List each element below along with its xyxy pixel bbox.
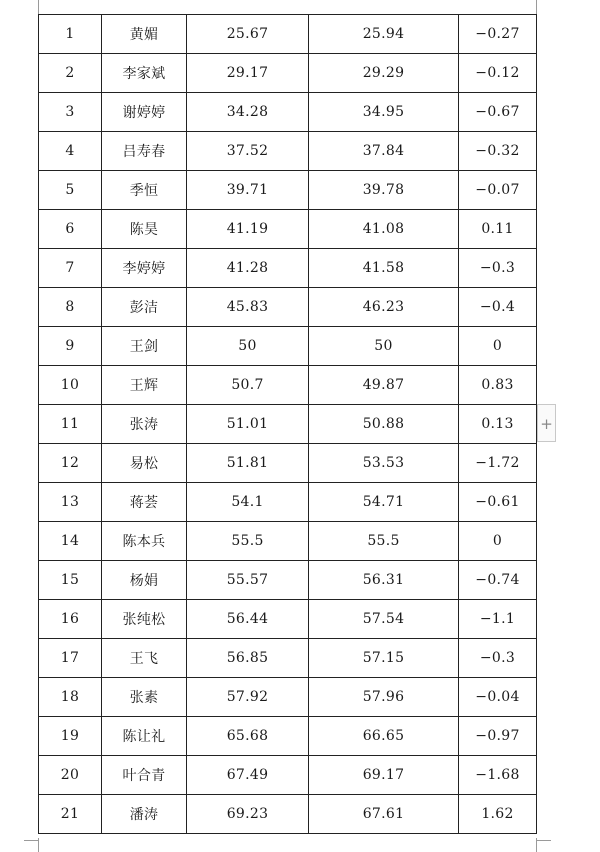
cell-index[interactable]: 19 [39,717,102,756]
cell-index[interactable]: 18 [39,678,102,717]
table-row [39,756,537,795]
crop-mark-bottom-left [24,840,38,841]
table-row [39,210,537,249]
cell-value-b[interactable]: 25.94 [309,15,459,54]
cell-name[interactable]: 王剑 [102,327,187,366]
table-row [39,288,537,327]
cell-difference[interactable]: −0.97 [459,717,537,756]
cell-index[interactable]: 7 [39,249,102,288]
cell-difference[interactable]: 0.83 [459,366,537,405]
cell-value-a[interactable]: 34.28 [187,93,309,132]
table-row [39,132,537,171]
cell-name[interactable]: 季恒 [102,171,187,210]
cell-difference[interactable]: 0 [459,522,537,561]
table-row [39,561,537,600]
cell-name[interactable]: 彭洁 [102,288,187,327]
cell-name[interactable]: 黄媚 [102,15,187,54]
cell-index[interactable]: 5 [39,171,102,210]
cell-index[interactable]: 1 [39,15,102,54]
cell-value-b[interactable]: 66.65 [309,717,459,756]
cell-name[interactable]: 李家斌 [102,54,187,93]
table-row [39,639,537,678]
cell-index[interactable]: 15 [39,561,102,600]
cell-difference[interactable]: 0.13 [459,405,537,444]
table-row [39,795,537,834]
cell-value-b[interactable]: 56.31 [309,561,459,600]
table-row [39,483,537,522]
cell-value-a[interactable]: 41.19 [187,210,309,249]
cell-name[interactable]: 陈让礼 [102,717,187,756]
cell-value-b[interactable]: 53.53 [309,444,459,483]
cell-index[interactable]: 2 [39,54,102,93]
cell-value-b[interactable]: 41.08 [309,210,459,249]
table-row [39,327,537,366]
table-row [39,366,537,405]
cell-value-b[interactable]: 69.17 [309,756,459,795]
cell-value-a[interactable]: 39.71 [187,171,309,210]
cell-value-b[interactable]: 29.29 [309,54,459,93]
cell-name[interactable]: 陈本兵 [102,522,187,561]
cell-difference[interactable]: −0.61 [459,483,537,522]
cell-difference[interactable]: 1.62 [459,795,537,834]
cell-name[interactable]: 张涛 [102,405,187,444]
plus-icon: + [540,415,553,433]
cell-difference[interactable]: −1.68 [459,756,537,795]
cell-name[interactable]: 张素 [102,678,187,717]
cell-index[interactable]: 12 [39,444,102,483]
crop-mark-bottom-left-v [38,838,39,852]
cell-name[interactable]: 潘涛 [102,795,187,834]
table-row [39,600,537,639]
cell-name[interactable]: 易松 [102,444,187,483]
cell-value-a[interactable]: 65.68 [187,717,309,756]
add-row-button[interactable] [537,404,556,442]
cell-value-a[interactable]: 29.17 [187,54,309,93]
cell-name[interactable]: 蒋荟 [102,483,187,522]
cell-value-b[interactable]: 49.87 [309,366,459,405]
cell-index[interactable]: 16 [39,600,102,639]
crop-mark-top-right [536,0,537,14]
cell-difference[interactable]: 0.11 [459,210,537,249]
cell-value-a[interactable]: 50.7 [187,366,309,405]
cell-name[interactable]: 谢婷婷 [102,93,187,132]
cell-index[interactable]: 20 [39,756,102,795]
cell-value-a[interactable]: 54.1 [187,483,309,522]
cell-name[interactable]: 李婷婷 [102,249,187,288]
data-table [38,14,537,834]
cell-value-a[interactable]: 50 [187,327,309,366]
cell-value-b[interactable]: 46.23 [309,288,459,327]
cell-difference[interactable]: −0.3 [459,639,537,678]
cell-index[interactable]: 9 [39,327,102,366]
cell-name[interactable]: 杨娟 [102,561,187,600]
cell-value-a[interactable]: 69.23 [187,795,309,834]
cell-value-a[interactable]: 51.81 [187,444,309,483]
cell-value-a[interactable]: 57.92 [187,678,309,717]
cell-difference[interactable]: −1.72 [459,444,537,483]
table-body [39,15,537,834]
table-row [39,717,537,756]
cell-value-b[interactable]: 55.5 [309,522,459,561]
cell-name[interactable]: 王飞 [102,639,187,678]
cell-difference[interactable]: −0.32 [459,132,537,171]
cell-value-a[interactable]: 25.67 [187,15,309,54]
cell-value-b[interactable]: 57.15 [309,639,459,678]
cell-difference[interactable]: −0.67 [459,93,537,132]
cell-value-a[interactable]: 51.01 [187,405,309,444]
cell-value-a[interactable]: 55.57 [187,561,309,600]
table-row [39,405,537,444]
cell-index[interactable]: 17 [39,639,102,678]
cell-value-a[interactable]: 55.5 [187,522,309,561]
cell-difference[interactable]: −0.04 [459,678,537,717]
cell-value-b[interactable]: 57.96 [309,678,459,717]
cell-value-a[interactable]: 45.83 [187,288,309,327]
cell-index[interactable]: 6 [39,210,102,249]
cell-value-b[interactable]: 67.61 [309,795,459,834]
cell-value-a[interactable]: 56.44 [187,600,309,639]
table-row [39,249,537,288]
cell-difference[interactable]: −1.1 [459,600,537,639]
cell-index[interactable]: 10 [39,366,102,405]
cell-difference[interactable]: −0.12 [459,54,537,93]
cell-index[interactable]: 4 [39,132,102,171]
cell-name[interactable]: 张纯松 [102,600,187,639]
table-row [39,171,537,210]
cell-index[interactable]: 3 [39,93,102,132]
cell-value-b[interactable]: 50 [309,327,459,366]
cell-index[interactable]: 13 [39,483,102,522]
cell-value-b[interactable]: 39.78 [309,171,459,210]
table-row [39,93,537,132]
cell-value-b[interactable]: 41.58 [309,249,459,288]
table-row [39,54,537,93]
cell-index[interactable]: 14 [39,522,102,561]
crop-mark-bottom-right [537,840,551,841]
crop-mark-bottom-right-v [536,838,537,852]
table-row [39,15,537,54]
cell-index[interactable]: 21 [39,795,102,834]
cell-difference[interactable]: −0.27 [459,15,537,54]
cell-value-a[interactable]: 41.28 [187,249,309,288]
cell-name[interactable]: 吕寿春 [102,132,187,171]
cell-difference[interactable]: −0.07 [459,171,537,210]
table-row [39,522,537,561]
cell-value-b[interactable]: 54.71 [309,483,459,522]
crop-mark-top-left [38,0,39,14]
cell-difference[interactable]: −0.4 [459,288,537,327]
cell-name[interactable]: 陈昊 [102,210,187,249]
cell-name[interactable]: 王辉 [102,366,187,405]
cell-value-b[interactable]: 57.54 [309,600,459,639]
cell-index[interactable]: 11 [39,405,102,444]
table-row [39,678,537,717]
cell-value-b[interactable]: 37.84 [309,132,459,171]
cell-difference[interactable]: 0 [459,327,537,366]
table-row [39,444,537,483]
cell-value-b[interactable]: 34.95 [309,93,459,132]
cell-value-a[interactable]: 56.85 [187,639,309,678]
cell-value-a[interactable]: 67.49 [187,756,309,795]
cell-difference[interactable]: −0.3 [459,249,537,288]
cell-index[interactable]: 8 [39,288,102,327]
cell-name[interactable]: 叶合青 [102,756,187,795]
cell-value-a[interactable]: 37.52 [187,132,309,171]
cell-difference[interactable]: −0.74 [459,561,537,600]
cell-value-b[interactable]: 50.88 [309,405,459,444]
